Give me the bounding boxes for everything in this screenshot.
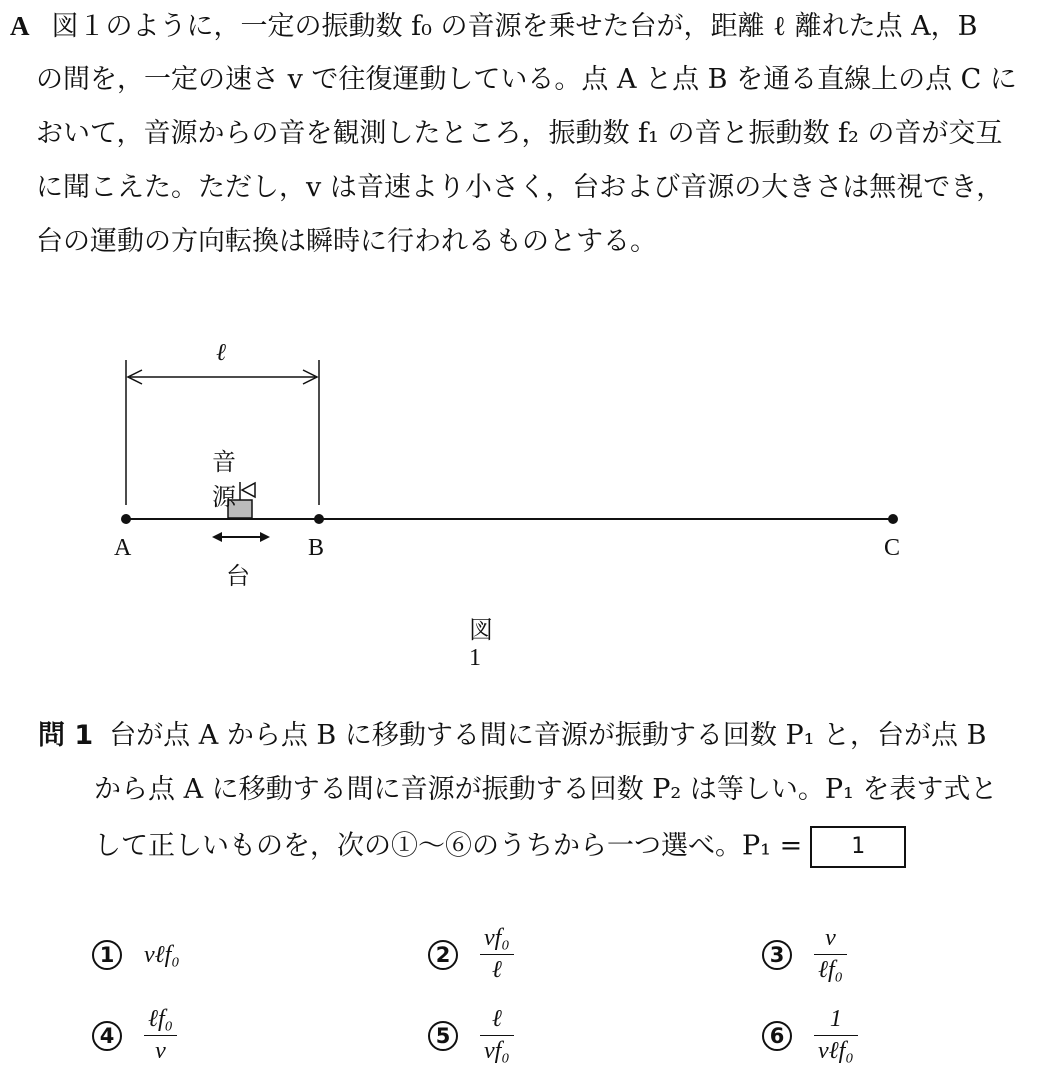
question-text-3: して正しいものを，次の①～⑥のうちから一つ選べ。P₁ = — [94, 830, 803, 862]
question-label: 問 1 — [38, 720, 94, 751]
choice-5[interactable] — [428, 1006, 514, 1065]
question-line-2: から点 A に移動する間に音源が振動する回数 P₂ は等しい。P₁ を表す式と — [94, 774, 998, 805]
choice-6-number: 6 — [762, 1021, 792, 1051]
figure-caption: 図 1 — [469, 618, 517, 671]
question-text-1: 台が点 A から点 B に移動する間に音源が振動する回数 P₁ と，台が点 B — [109, 720, 987, 751]
choice-1-expression: vℓf₀ — [144, 941, 180, 968]
point-a-dot — [121, 514, 131, 524]
answer-box[interactable]: 1 — [810, 826, 906, 868]
source-label: 音源 — [212, 448, 236, 511]
choice-6-numerator: 1 — [829, 1006, 842, 1032]
choice-6-denominator: vℓf₀ — [818, 1038, 854, 1064]
choice-4-fraction — [144, 1006, 177, 1065]
choice-4-numerator: ℓf₀ — [148, 1006, 174, 1032]
point-c-dot — [888, 514, 898, 524]
problem-line-2: の間を，一定の速さ v で往復運動している。点 A と点 B を通る直線上の点 C に — [36, 64, 1017, 95]
choice-2-numerator: vf₀ — [484, 925, 510, 951]
choice-4[interactable] — [92, 1006, 177, 1065]
choice-2[interactable] — [428, 925, 514, 984]
problem-line-5: 台の運動の方向転換は瞬時に行われるものとする。 — [36, 226, 657, 257]
problem-text-1: 図１のように，一定の振動数 f₀ の音源を乗せた台が，距離 ℓ 離れた点 A，B — [51, 11, 978, 42]
choice-5-fraction — [480, 1006, 514, 1065]
question-line-1 — [38, 718, 986, 754]
choice-5-denominator: vf₀ — [484, 1038, 510, 1064]
problem-label: A — [10, 11, 30, 41]
choice-1[interactable] — [92, 940, 180, 970]
choice-3-denominator: ℓf₀ — [818, 957, 844, 983]
choice-2-number: 2 — [428, 940, 458, 970]
choice-5-number: 5 — [428, 1021, 458, 1051]
dimension-label: ℓ — [216, 340, 226, 366]
choice-1-number: 1 — [92, 940, 122, 970]
choice-3-numerator: v — [825, 925, 836, 951]
point-c-label: C — [884, 535, 901, 561]
motion-arrowhead-right — [260, 532, 270, 542]
problem-line-3: おいて，音源からの音を観測したところ，振動数 f₁ の音と振動数 f₂ の音が交互 — [36, 118, 1003, 149]
choice-4-denominator: v — [155, 1038, 166, 1064]
problem-line-4: に聞こえた。ただし，v は音速より小さく，台および音源の大きさは無視でき， — [36, 172, 1004, 203]
problem-line-1 — [10, 8, 978, 45]
choice-3-number: 3 — [762, 940, 792, 970]
point-a-label: A — [114, 535, 132, 561]
choice-6-fraction — [814, 1006, 858, 1065]
choice-3[interactable] — [762, 925, 847, 984]
figure-diagram — [0, 330, 1054, 620]
choice-3-fraction — [814, 925, 847, 984]
point-b-label: B — [308, 535, 325, 561]
question-line-3 — [94, 826, 906, 868]
point-b-dot — [314, 514, 324, 524]
speaker-icon — [242, 483, 255, 497]
choice-4-number: 4 — [92, 1021, 122, 1051]
cart-label: 台 — [226, 562, 250, 590]
motion-arrowhead-left — [212, 532, 222, 542]
choice-2-denominator: ℓ — [491, 957, 502, 983]
choice-6[interactable] — [762, 1006, 858, 1065]
choice-5-numerator: ℓ — [491, 1006, 502, 1032]
choice-2-fraction — [480, 925, 514, 984]
